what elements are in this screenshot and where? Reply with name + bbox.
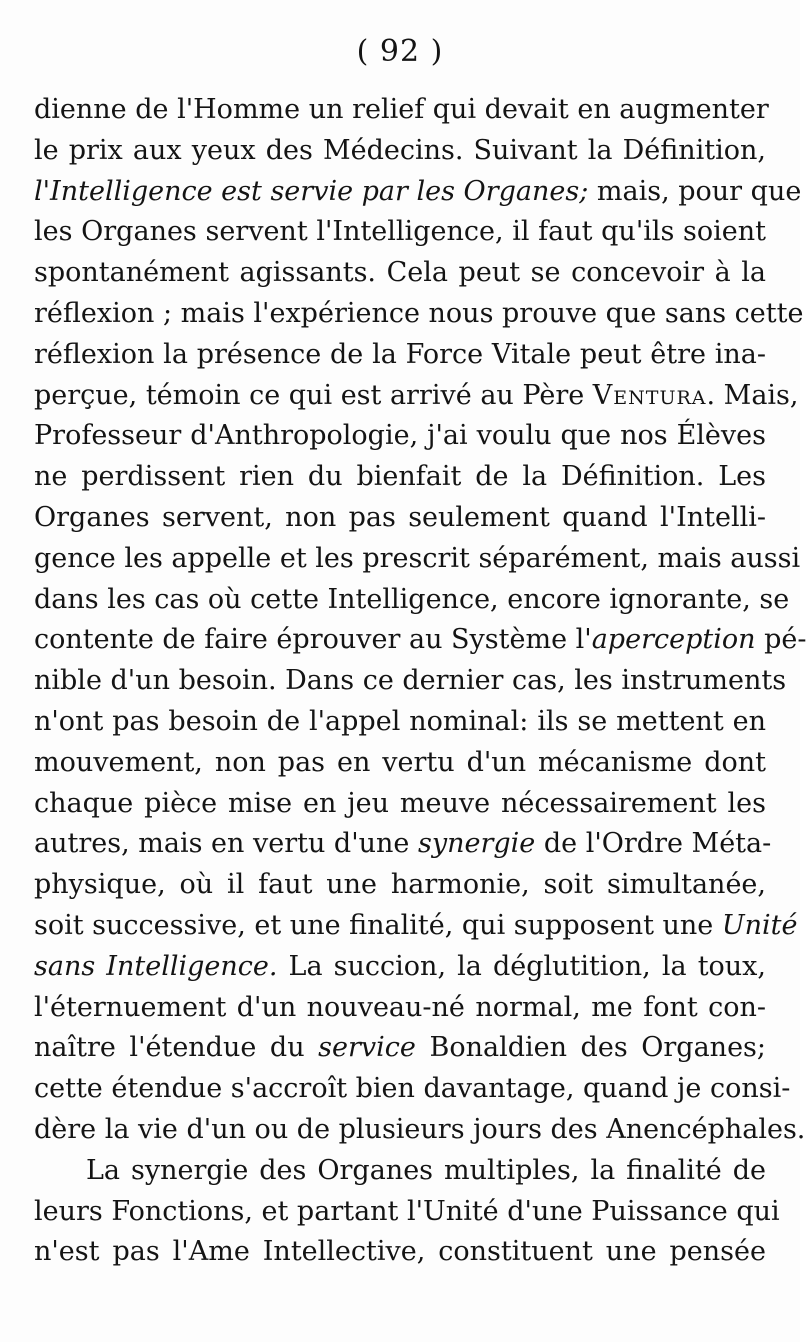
text-segment: ne perdissent rien du bienfait de la Définition. Les [34, 461, 766, 493]
text-line [34, 294, 804, 335]
text-line [34, 1192, 780, 1233]
text-segment: dère la vie d'un ou de plusieurs jours des Anencéphales. [34, 1113, 806, 1145]
text-segment: l'éternuement d'un nouveau-né normal, me font con- [34, 991, 766, 1023]
text-segment: réflexion la présence de la Force Vitale peut être ina- [34, 338, 766, 370]
text-line [34, 131, 766, 172]
text-segment: n'ont pas besoin de l'appel nominal: ils se mettent en [34, 705, 766, 737]
text-line [34, 743, 766, 784]
text-segment: nible d'un besoin. Dans ce dernier cas, les instruments [34, 665, 787, 697]
text-segment: n'est pas l'Ame Intellective, constituent une pensée [34, 1236, 766, 1268]
text-line [34, 90, 769, 131]
text-line [34, 457, 766, 498]
text-line [34, 661, 787, 702]
text-line [34, 947, 766, 988]
text-segment: . Mais, [706, 379, 799, 411]
text-line [34, 824, 772, 865]
italic-text: l'Intelligence est servie par les Organes; [34, 175, 589, 207]
text-line [34, 539, 801, 580]
text-segment: spontanément agissants. Cela peut se concevoir à la [34, 257, 766, 289]
text-line [34, 1069, 791, 1110]
text-line [34, 988, 766, 1029]
text-line [34, 1232, 766, 1273]
text-line [34, 906, 798, 947]
page-number: ( 92 ) [356, 34, 444, 69]
italic-text: service [318, 1032, 416, 1064]
text-segment: La succion, la déglutition, la toux, [277, 950, 766, 982]
text-segment: La synergie des Organes multiples, la finalité de [86, 1154, 766, 1186]
body-text [34, 90, 806, 1273]
italic-text: aperception [591, 624, 756, 656]
text-line [34, 498, 766, 539]
text-segment: pé- [755, 624, 806, 656]
text-line [34, 416, 766, 457]
italic-text: synergie [417, 828, 536, 860]
italic-text: Unité [721, 909, 798, 941]
text-segment: Organes servent, non pas seulement quand l'Intelli- [34, 501, 766, 533]
text-segment: dienne de l'Homme un relief qui devait en augmenter [34, 94, 769, 125]
text-line [34, 253, 766, 294]
text-segment: autres, mais en vertu d'une [34, 828, 418, 860]
text-line [34, 335, 766, 376]
text-segment: Bonaldien des Organes; [415, 1032, 766, 1064]
text-segment: Professeur d'Anthropologie, j'ai voulu que nos Élèves [34, 420, 766, 452]
text-segment: réflexion ; mais l'expérience nous prouve que sans cette [34, 297, 804, 329]
text-segment: gence les appelle et les prescrit séparément, mais aussi [34, 542, 801, 574]
text-line [34, 1110, 806, 1151]
text-segment: leurs Fonctions, et partant l'Unité d'une Puissance qui [34, 1195, 780, 1227]
text-segment: les Organes servent l'Intelligence, il faut qu'ils soient [34, 216, 766, 248]
text-line [34, 580, 790, 621]
text-line [34, 1151, 766, 1192]
text-segment: mais, pour que [588, 175, 802, 207]
text-line [34, 702, 766, 743]
text-line [34, 620, 806, 661]
small-caps-text: Ventura [592, 379, 707, 411]
italic-text: sans Intelligence. [34, 950, 278, 982]
text-segment: perçue, témoin ce qui est arrivé au Père [34, 379, 593, 411]
text-line [34, 212, 766, 253]
text-segment: de l'Ordre Méta- [535, 828, 772, 860]
text-segment: physique, où il faut une harmonie, soit simultanée, [34, 869, 766, 901]
text-line [34, 865, 766, 906]
text-segment: mouvement, non pas en vertu d'un mécanisme dont [34, 746, 766, 778]
text-segment: chaque pièce mise en jeu meuve nécessairement les [34, 787, 766, 819]
text-segment: soit successive, et une finalité, qui supposent une [34, 909, 722, 941]
text-line [34, 1028, 766, 1069]
text-segment: cette étendue s'accroît bien davantage, quand je consi- [34, 1073, 791, 1105]
text-line [34, 172, 802, 213]
text-line [34, 784, 766, 825]
text-segment: le prix aux yeux des Médecins. Suivant la Définition, [34, 134, 766, 166]
text-line [34, 376, 799, 417]
text-segment: contente de faire éprouver au Système l' [34, 624, 592, 656]
text-segment: dans les cas où cette Intelligence, encore ignorante, se [34, 583, 790, 615]
text-segment: naître l'étendue du [34, 1032, 319, 1064]
